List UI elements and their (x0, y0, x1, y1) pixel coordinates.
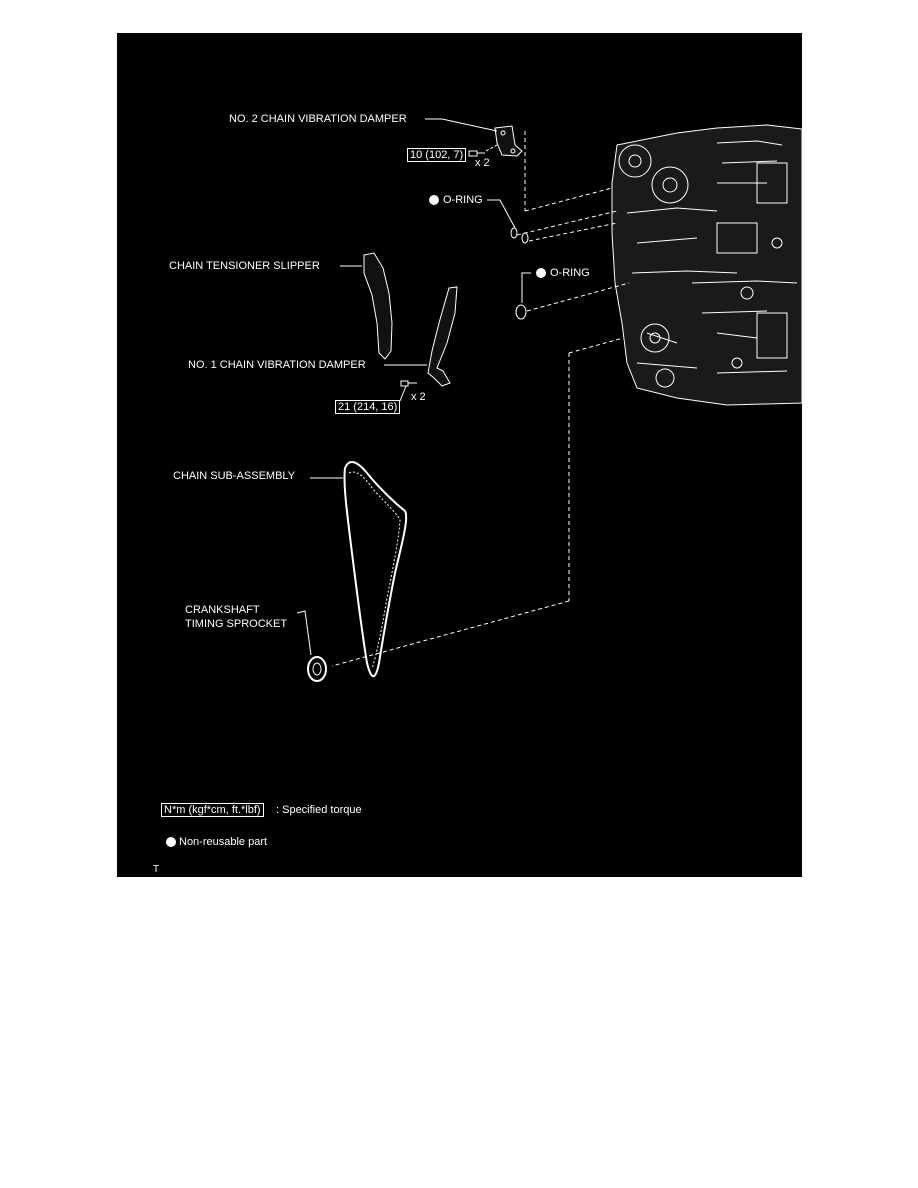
chain-loop (344, 462, 406, 676)
corner-mark: T (153, 864, 160, 875)
legend-nonreusable-dot-icon (166, 837, 176, 847)
quantity-mid: x 2 (411, 391, 426, 403)
nonreusable-dot-lower-icon (536, 268, 546, 278)
label-oring-upper: O-RING (443, 194, 483, 206)
mid-bolt (401, 381, 408, 386)
engine-block-illustration (612, 125, 802, 405)
no1-damper-part (428, 287, 457, 386)
quantity-top: x 2 (475, 157, 490, 169)
no2-damper-part (495, 126, 522, 156)
legend-torque-box: N*m (kgf*cm, ft.*lbf) (161, 803, 264, 817)
diagram-panel (117, 33, 802, 877)
top-bolt (469, 151, 485, 156)
torque-box-top: 10 (102, 7) (407, 148, 466, 162)
label-chain-sub-assembly: CHAIN SUB-ASSEMBLY (173, 470, 296, 482)
crank-sprocket-part (308, 657, 326, 681)
lower-oring (516, 305, 526, 319)
label-no1-damper: NO. 1 CHAIN VIBRATION DAMPER (188, 359, 366, 371)
legend-torque-text: : Specified torque (276, 804, 362, 816)
label-no2-damper: NO. 2 CHAIN VIBRATION DAMPER (229, 113, 407, 125)
tensioner-slipper-part (364, 253, 392, 359)
label-oring-lower: O-RING (550, 267, 590, 279)
legend-nonreusable-text: Non-reusable part (179, 836, 268, 848)
nonreusable-dot-upper-icon (429, 195, 439, 205)
torque-box-mid: 21 (214, 16) (335, 400, 400, 414)
upper-orings (511, 228, 528, 243)
label-tensioner-slipper: CHAIN TENSIONER SLIPPER (169, 260, 320, 272)
label-crankshaft-line2: TIMING SPROCKET (185, 618, 288, 630)
label-crankshaft-line1: CRANKSHAFT (185, 604, 260, 616)
